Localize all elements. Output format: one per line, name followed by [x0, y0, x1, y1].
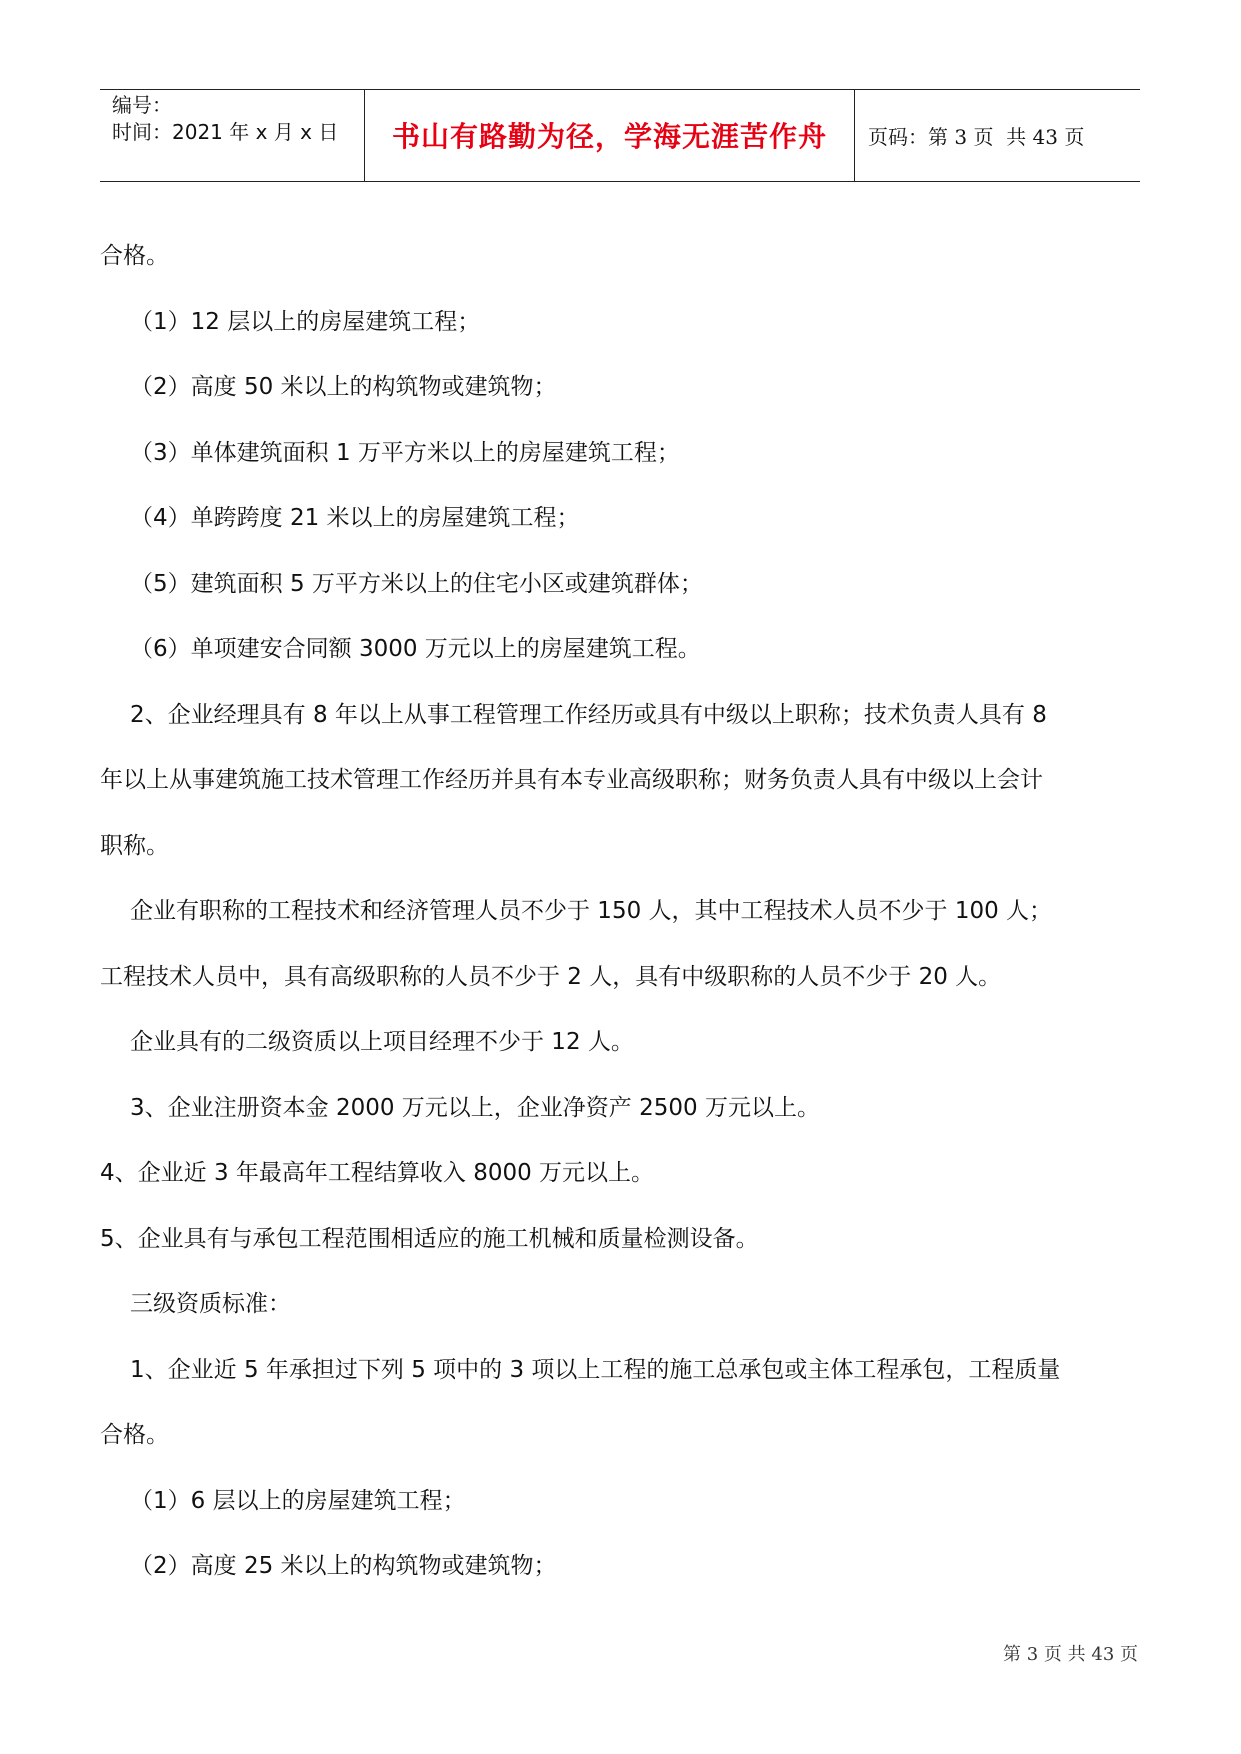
body-line: （1）12 层以上的房屋建筑工程； — [130, 308, 481, 335]
body-line: （3）单体建筑面积 1 万平方米以上的房屋建筑工程； — [130, 439, 680, 466]
header-page-info: 页码：第 3 页 共 43 页 — [868, 124, 1085, 149]
header-divider — [854, 90, 855, 181]
body-line: 企业具有的二级资质以上项目经理不少于 12 人。 — [130, 1029, 634, 1055]
body-line: 三级资质标准： — [130, 1291, 291, 1317]
body-line: 2、企业经理具有 8 年以上从事工程管理工作经历或具有中级以上职称；技术负责人具有 8 — [130, 701, 1047, 728]
document-body — [100, 224, 1140, 1600]
body-line: （4）单跨跨度 21 米以上的房屋建筑工程； — [130, 505, 580, 531]
footer-page-info: 第 3 页 共 43 页 — [1003, 1644, 1138, 1665]
body-line: 1、企业近 5 年承担过下列 5 项中的 3 项以上工程的施工总承包或主体工程承包，工程质量 — [130, 1356, 1061, 1383]
body-line: 年以上从事建筑施工技术管理工作经历并具有本专业高级职称；财务负责人具有中级以上会计 — [100, 767, 1043, 793]
body-line: 合格。 — [100, 1422, 169, 1448]
body-line: 4、企业近 3 年最高年工程结算收入 8000 万元以上。 — [100, 1160, 655, 1186]
serial-label: 编号： — [112, 93, 172, 117]
body-line: （5）建筑面积 5 万平方米以上的住宅小区或建筑群体； — [130, 570, 703, 597]
body-line: （6）单项建安合同额 3000 万元以上的房屋建筑工程。 — [130, 636, 701, 662]
header-meta — [112, 92, 338, 146]
body-line: 工程技术人员中，具有高级职称的人员不少于 2 人，具有中级职称的人员不少于 20 人。 — [100, 963, 1002, 990]
document-header — [100, 89, 1140, 182]
body-line: 企业有职称的工程技术和经济管理人员不少于 150 人，其中工程技术人员不少于 100 人； — [130, 898, 1053, 924]
header-motto: 书山有路勤为径，学海无涯苦作舟 — [391, 120, 827, 153]
body-line: （1）6 层以上的房屋建筑工程； — [130, 1487, 466, 1514]
body-line: 合格。 — [100, 243, 169, 269]
time-label: 时间：2021 年 x 月 x 日 — [112, 120, 339, 144]
body-line: （2）高度 25 米以上的构筑物或建筑物； — [130, 1553, 557, 1579]
body-line: 3、企业注册资本金 2000 万元以上，企业净资产 2500 万元以上。 — [130, 1094, 820, 1121]
body-line: （2）高度 50 米以上的构筑物或建筑物； — [130, 374, 557, 400]
body-line: 5、企业具有与承包工程范围相适应的施工机械和质量检测设备。 — [100, 1225, 759, 1252]
body-line: 职称。 — [100, 832, 169, 859]
